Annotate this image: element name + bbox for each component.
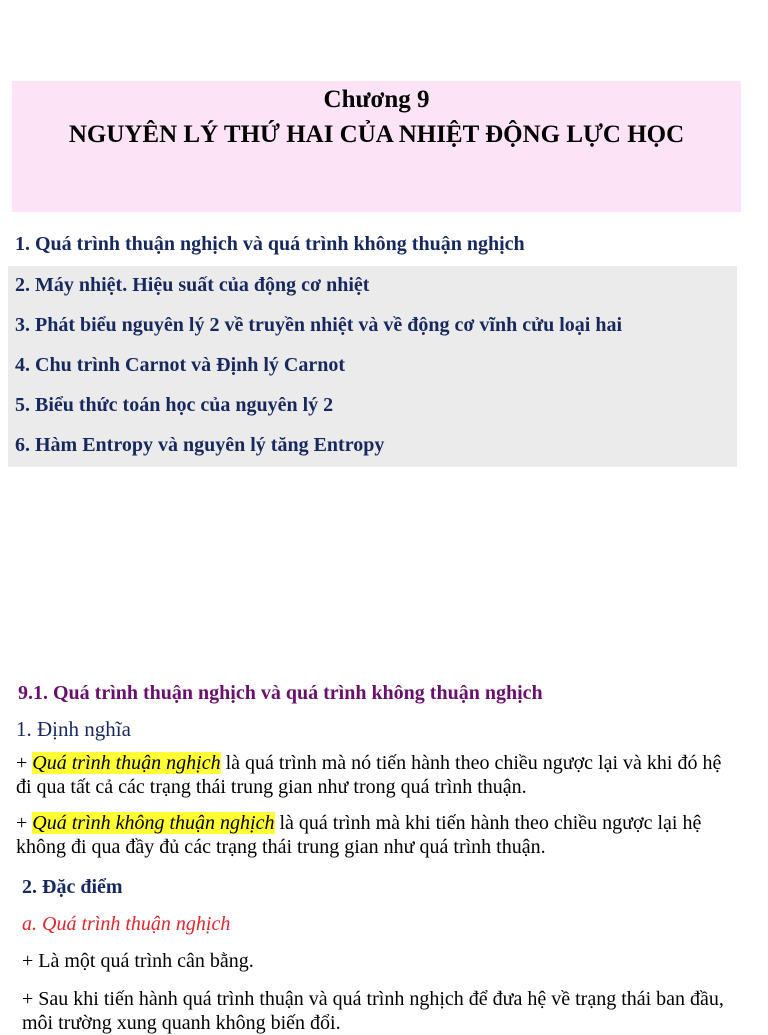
chapter-number: Chương 9 [323,86,430,113]
term-irreversible: Quá trình không thuận nghịch [32,812,275,834]
definition-text: là quá trình mà nó tiến hành theo chiều ngược lại và khi đó hệ đi qua tất cả các trạng thái trung gian như trong quá trình thuận. [16,752,722,798]
definition-label: 1. Định nghĩa [16,717,131,741]
toc-item-4: 4. Chu trình Carnot và Định lý Carnot [15,354,346,376]
term-reversible: Quá trình thuận nghịch [32,752,221,774]
toc-item-2: 2. Máy nhiệt. Hiệu suất của động cơ nhiệt [15,274,370,296]
section-heading: 9.1. Quá trình thuận nghịch và quá trình không thuận nghịch [18,682,543,704]
definition-reversible [16,751,738,799]
chapter-title-box [12,81,741,212]
definition-prefix: + [16,752,33,774]
toc-item-1: 1. Quá trình thuận nghịch và quá trình không thuận nghịch [15,233,525,255]
toc-item-6: 6. Hàm Entropy và nguyên lý tăng Entropy [15,434,385,456]
toc-box [8,266,737,467]
features-label: 2. Đặc điểm [22,876,123,898]
bullet-environment: + Sau khi tiến hành quá trình thuận và quá trình nghịch để đưa hệ về trạng thái ban đầu, môi trường xung quanh không biến đổi. [22,988,724,1034]
definition-text: là quá trình mà khi tiến hành theo chiều ngược lại hệ không đi qua đầy đủ các trạng thái trung gian như quá trình thuận. [16,812,702,858]
definition-prefix: + [16,812,33,834]
subheading-reversible: a. Quá trình thuận nghịch [22,913,231,935]
toc-item-5: 5. Biểu thức toán học của nguyên lý 2 [15,394,334,416]
bullet-equilibrium: + Là một quá trình cân bằng. [22,950,254,972]
definition-irreversible [16,811,738,859]
toc-item-3: 3. Phát biểu nguyên lý 2 về truyền nhiệt và về động cơ vĩnh cửu loại hai [15,314,623,336]
chapter-title: NGUYÊN LÝ THỨ HAI CỦA NHIỆT ĐỘNG LỰC HỌC [68,121,685,148]
